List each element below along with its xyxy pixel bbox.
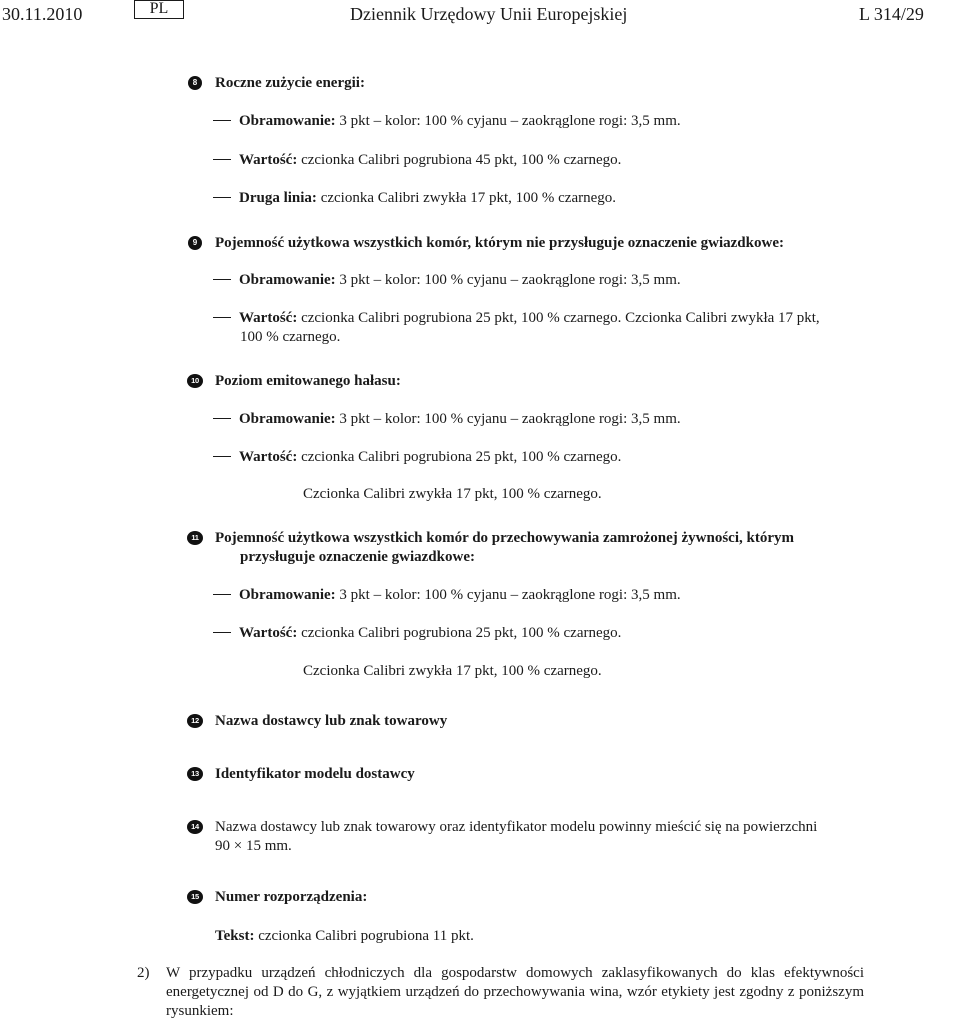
bullet-line: Wartość: czcionka Calibri pogrubiona 25 pkt, 100 % czarnego. [213,624,621,643]
paragraph-text: W przypadku urządzeń chłodniczych dla gospodarstw domowych zaklasyfikowanych do klas efektywności energetycznej od D do G, z wyjątkiem urządzeń do przechowywania wina, wzór etykiety jest zgodny z poniższym rysunkiem: [166,965,864,1019]
bullet-line: Wartość: czcionka Calibri pogrubiona 25 pkt, 100 % czarnego. Czcionka Calibri zwykła 17 pkt, [213,309,820,328]
item-title: Nazwa dostawcy lub znak towarowy [215,713,448,729]
language-box: PL [134,0,184,19]
dash-icon [213,159,231,160]
bullet-line: Wartość: czcionka Calibri pogrubiona 25 pkt, 100 % czarnego. [213,448,621,467]
dash-icon [213,317,231,318]
item-title: Identyfikator modelu dostawcy [215,766,415,782]
item-number-badge: 11 [187,531,203,545]
item-title-continuation: przysługuje oznaczenie gwiazdkowe: [240,549,475,565]
item-number-badge: 12 [187,714,203,728]
item-number-badge: 9 [188,236,202,250]
item-number-badge: 15 [187,890,203,904]
item-text-continuation: 90 × 15 mm. [215,838,292,854]
item-number-badge: 10 [187,374,203,388]
dash-icon [213,279,231,280]
bullet-line: Obramowanie: 3 pkt – kolor: 100 % cyjanu – zaokrąglone rogi: 3,5 mm. [213,586,681,605]
item-title: Pojemność użytkowa wszystkich komór do przechowywania zamrożonej żywności, którym [215,530,794,546]
dash-icon [213,197,231,198]
item-title: Poziom emitowanego hałasu: [215,373,401,389]
item-title: Pojemność użytkowa wszystkich komór, którym nie przysługuje oznaczenie gwiazdkowe: [215,235,784,251]
tekst-line: Tekst: czcionka Calibri pogrubiona 11 pkt. [215,928,474,944]
dash-icon [213,418,231,419]
bullet-line: Obramowanie: 3 pkt – kolor: 100 % cyjanu – zaokrąglone rogi: 3,5 mm. [213,112,681,131]
bullet-line: Obramowanie: 3 pkt – kolor: 100 % cyjanu – zaokrąglone rogi: 3,5 mm. [213,271,681,290]
item-number-badge: 8 [188,76,202,90]
dash-icon [213,632,231,633]
dash-icon [213,594,231,595]
item-title: Roczne zużycie energii: [215,75,365,91]
item-number-badge: 13 [187,767,203,781]
dash-icon [213,456,231,457]
bullet-continuation: 100 % czarnego. [240,329,341,345]
dash-icon [213,120,231,121]
item-number-badge: 14 [187,820,203,834]
bullet-line: Wartość: czcionka Calibri pogrubiona 45 pkt, 100 % czarnego. [213,151,621,170]
item-text: Nazwa dostawcy lub znak towarowy oraz identyfikator modelu powinny mieścić się na powierzchni [215,819,818,835]
page-number: L 314/29 [859,4,924,24]
bullet-line: Obramowanie: 3 pkt – kolor: 100 % cyjanu – zaokrąglone rogi: 3,5 mm. [213,410,681,429]
paragraph-number: 2) [137,965,150,981]
extra-text: Czcionka Calibri zwykła 17 pkt, 100 % czarnego. [303,663,602,679]
extra-text: Czcionka Calibri zwykła 17 pkt, 100 % czarnego. [303,486,602,502]
bullet-line: Druga linia: czcionka Calibri zwykła 17 pkt, 100 % czarnego. [213,189,616,208]
item-title: Numer rozporządzenia: [215,889,368,905]
journal-title: Dziennik Urzędowy Unii Europejskiej [350,4,628,24]
header-date: 30.11.2010 [2,4,83,24]
